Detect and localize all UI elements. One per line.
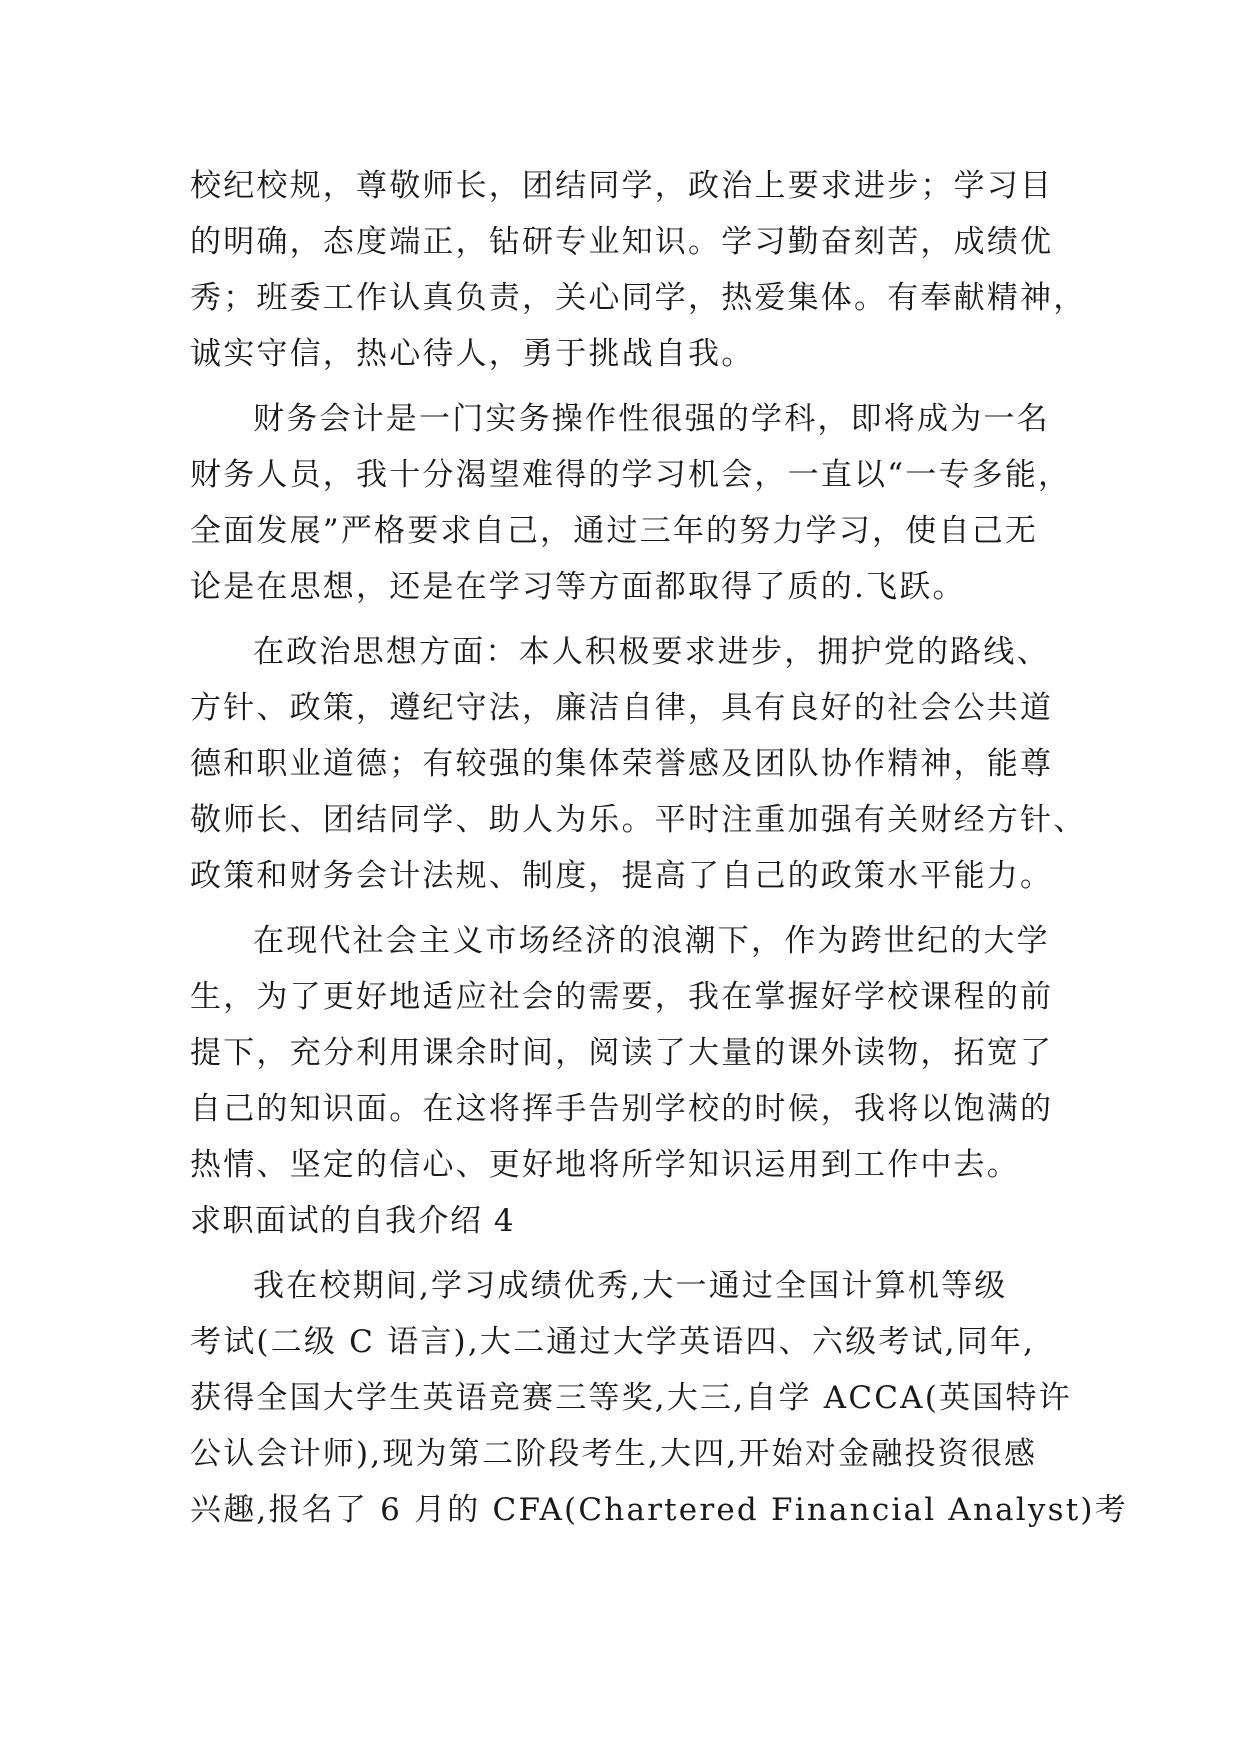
paragraph-first-line: 在现代社会主义市场经济的浪潮下，作为跨世纪的大学: [253, 923, 1050, 959]
text-line: 论是在思想，还是在学习等方面都取得了质的.飞跃。: [190, 569, 966, 605]
text-line: 公认会计师),现为第二阶段考生,大四,开始对金融投资很感: [190, 1436, 1038, 1472]
paragraph-first-line: 财务会计是一门实务操作性很强的学科，即将成为一名: [253, 401, 1050, 437]
text-line: 热情、坚定的信心、更好地将所学知识运用到工作中去。: [190, 1147, 1020, 1183]
text-line: 诚实守信，热心待人，勇于挑战自我。: [190, 336, 755, 372]
text-line: 秀；班委工作认真负责，关心同学，热爱集体。有奉献精神，: [190, 280, 1087, 316]
text-line: 兴趣,报名了 6 月的 CFA(Chartered Financial Analyst)考: [190, 1492, 1128, 1528]
paragraph-first-line: 在政治思想方面：本人积极要求进步，拥护党的路线、: [253, 634, 1050, 670]
text-line: 方针、政策，遵纪守法，廉洁自律，具有良好的社会公共道: [190, 690, 1054, 726]
text-line: 生，为了更好地适应社会的需要，我在掌握好学校课程的前: [190, 979, 1054, 1015]
text-line: 校纪校规，尊敬师长，团结同学，政治上要求进步；学习目: [190, 168, 1054, 204]
text-line: 考试(二级 C 语言),大二通过大学英语四、六级考试,同年,: [190, 1324, 1036, 1360]
text-line: 获得全国大学生英语竞赛三等奖,大三,自学 ACCA(英国特许: [190, 1380, 1072, 1416]
section-heading: 求职面试的自我介绍 4: [190, 1203, 516, 1239]
text-line: 全面发展”严格要求自己，通过三年的努力学习，使自己无: [190, 513, 1039, 549]
text-line: 德和职业道德；有较强的集体荣誉感及团队协作精神，能尊: [190, 746, 1054, 782]
text-line: 政策和财务会计法规、制度，提高了自己的政策水平能力。: [190, 858, 1054, 894]
text-line: 敬师长、团结同学、助人为乐。平时注重加强有关财经方针、: [190, 802, 1087, 838]
text-line: 的明确，态度端正，钻研专业知识。学习勤奋刻苦，成绩优: [190, 224, 1054, 260]
text-line: 提下，充分利用课余时间，阅读了大量的课外读物，拓宽了: [190, 1035, 1054, 1071]
paragraph-first-line: 我在校期间,学习成绩优秀,大一通过全国计算机等级: [253, 1268, 1008, 1304]
text-line: 财务人员，我十分渴望难得的学习机会，一直以“一专多能，: [190, 457, 1072, 493]
text-line: 自己的知识面。在这将挥手告别学校的时候，我将以饱满的: [190, 1091, 1054, 1127]
